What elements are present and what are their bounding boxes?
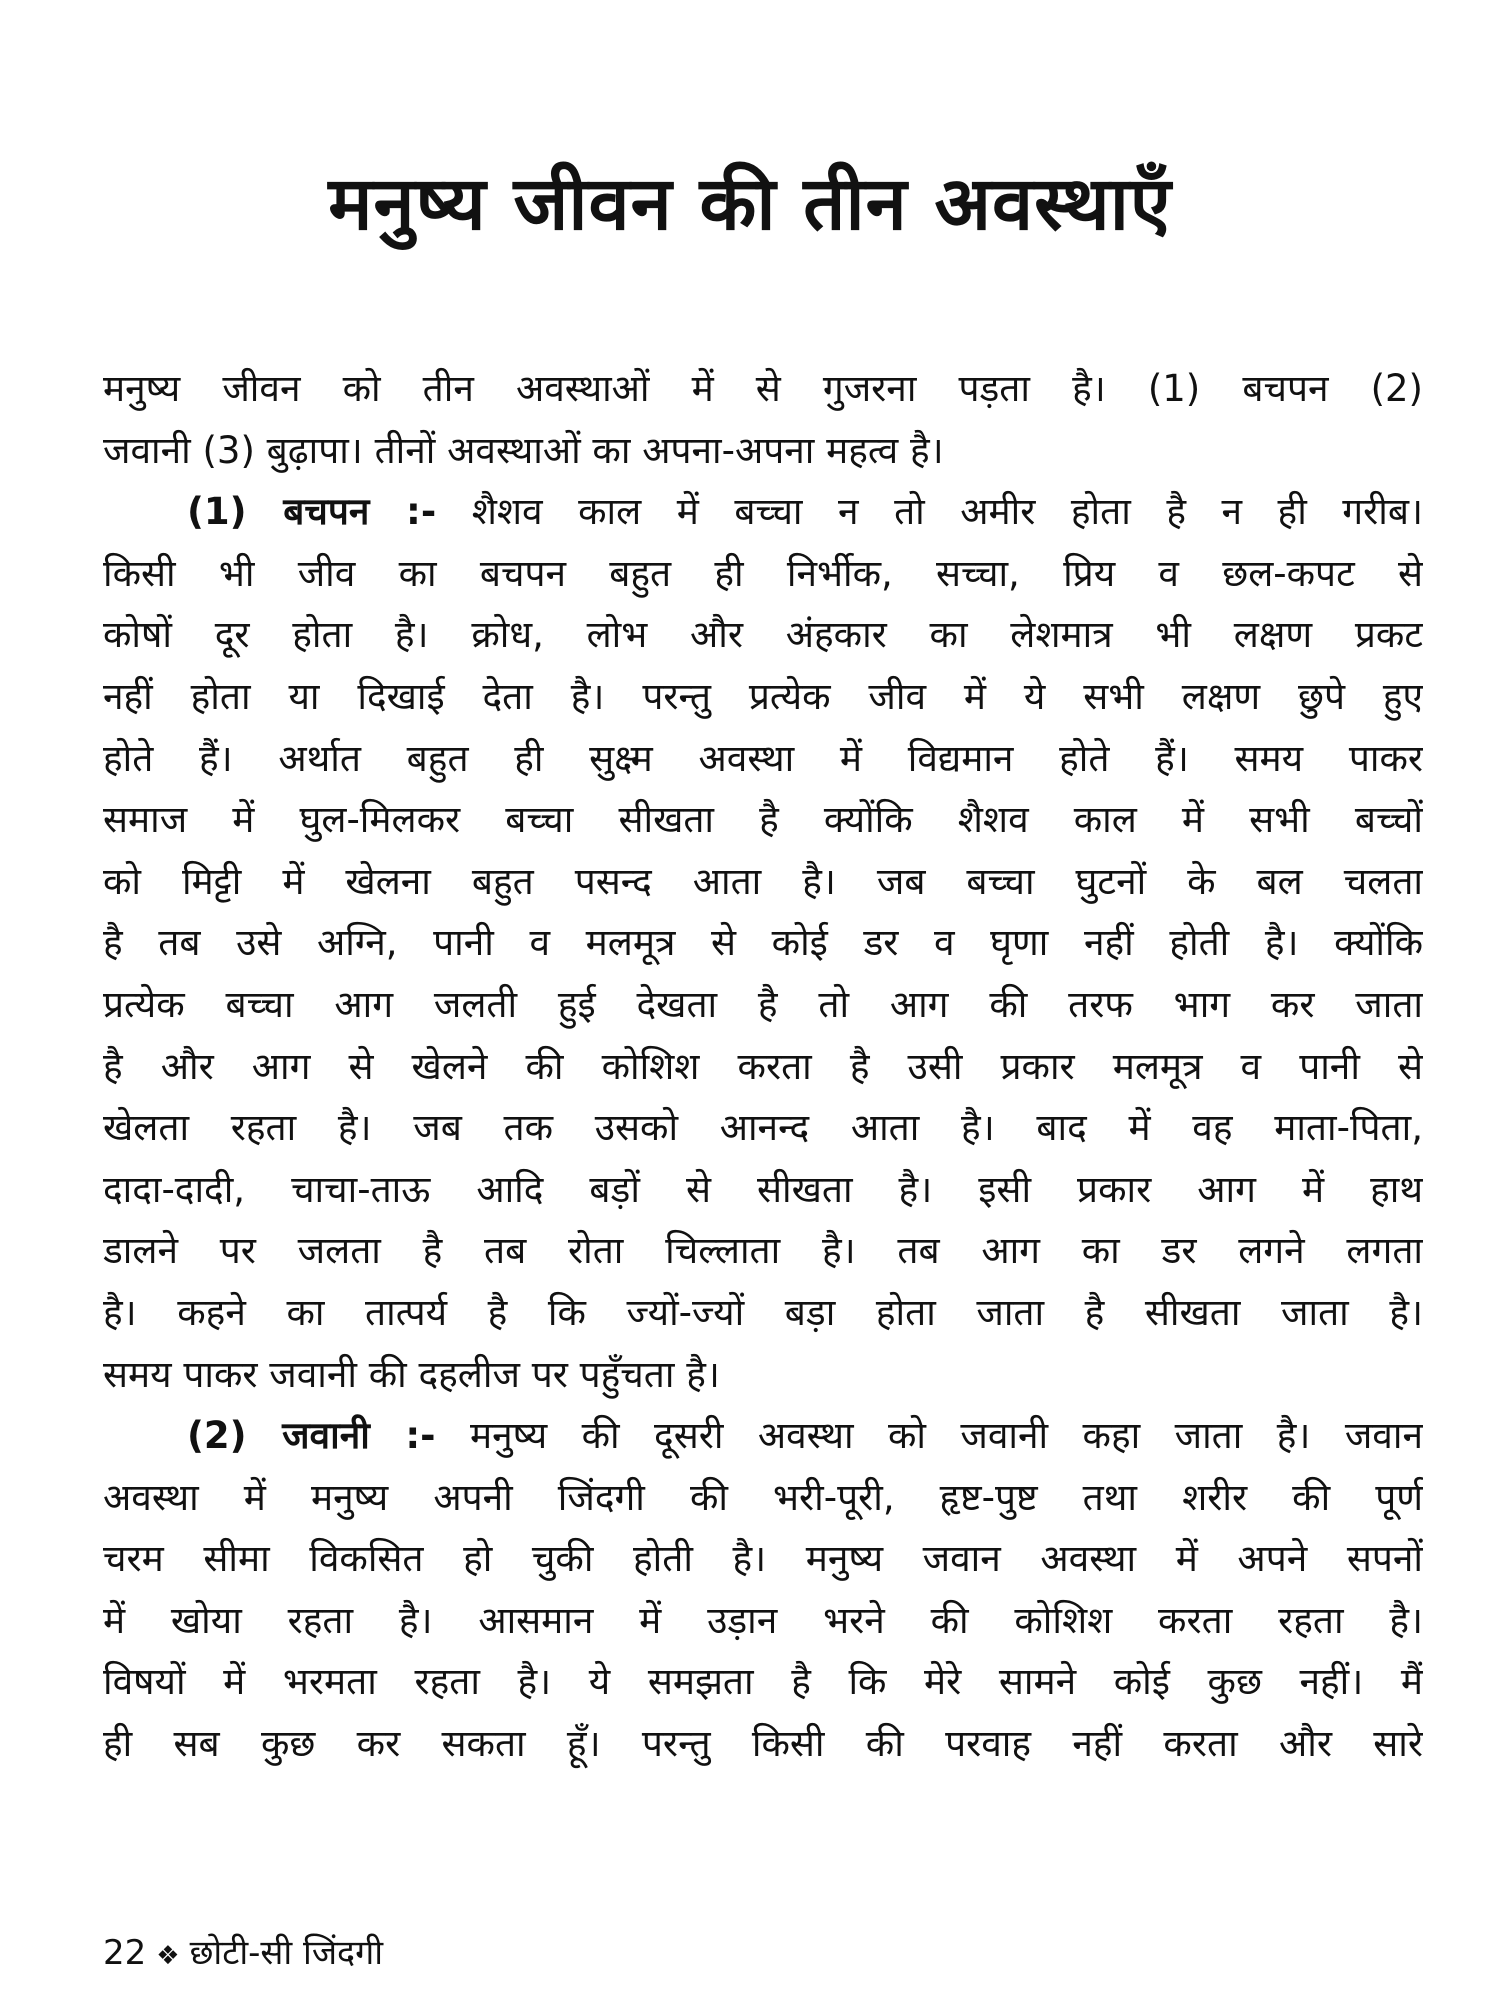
- text-line: होते हैं। अर्थात बहुत ही सुक्ष्म अवस्था में विद्यमान होते हैं। समय पाकर: [103, 736, 1423, 780]
- book-title: छोटी-सी जिंदगी: [189, 1933, 384, 1973]
- page-number: 22: [103, 1933, 147, 1973]
- text-line: समय पाकर जवानी की दहलीज पर पहुँचता है।: [103, 1352, 720, 1396]
- body-text: [103, 358, 1423, 1775]
- text-line: जवानी (3) बुढ़ापा। तीनों अवस्थाओं का अपना-अपना महत्व है।: [103, 428, 944, 472]
- text-line: विषयों में भरमता रहता है। ये समझता है कि मेरे सामने कोई कुछ नहीं। मैं: [103, 1660, 1423, 1704]
- text-line: दादा-दादी, चाचा-ताऊ आदि बड़ों से सीखता है। इसी प्रकार आग में हाथ: [103, 1167, 1423, 1211]
- text-line: अवस्था में मनुष्य अपनी जिंदगी की भरी-पूरी, हृष्ट-पुष्ट तथा शरीर की पूर्ण: [103, 1475, 1423, 1519]
- text-span: मनुष्य की दूसरी अवस्था को जवानी कहा जाता है। जवान: [469, 1414, 1423, 1458]
- text-line: मनुष्य जीवन को तीन अवस्थाओं में से गुजरना पड़ता है। (1) बचपन (2): [103, 367, 1423, 410]
- text-line: ही सब कुछ कर सकता हूँ। परन्तु किसी की परवाह नहीं करता और सारे: [103, 1722, 1423, 1766]
- text-line: खेलता रहता है। जब तक उसको आनन्द आता है। बाद में वह माता-पिता,: [103, 1106, 1423, 1150]
- text-span: शैशव काल में बच्चा न तो अमीर होता है न ही गरीब।: [471, 490, 1423, 534]
- text-line: नहीं होता या दिखाई देता है। परन्तु प्रत्येक जीव में ये सभी लक्षण छुपे हुए: [103, 674, 1423, 718]
- text-line: किसी भी जीव का बचपन बहुत ही निर्भीक, सच्चा, प्रिय व छल-कपट से: [103, 551, 1423, 595]
- page-footer: [103, 1928, 383, 1974]
- section-heading-childhood: (1) बचपन :-: [187, 490, 437, 534]
- text-line: है और आग से खेलने की कोशिश करता है उसी प्रकार मलमूत्र व पानी से: [103, 1044, 1423, 1088]
- text-line: डालने पर जलता है तब रोता चिल्लाता है। तब आग का डर लगने लगता: [103, 1229, 1423, 1273]
- text-line: चरम सीमा विकसित हो चुकी होती है। मनुष्य जवान अवस्था में अपने सपनों: [103, 1537, 1423, 1581]
- text-line: है। कहने का तात्पर्य है कि ज्यों-ज्यों बड़ा होता जाता है सीखता जाता है।: [103, 1290, 1423, 1334]
- text-line: को मिट्टी में खेलना बहुत पसन्द आता है। जब बच्चा घुटनों के बल चलता: [103, 859, 1423, 903]
- text-line: [103, 481, 1423, 543]
- text-line: कोषों दूर होता है। क्रोध, लोभ और अंहकार का लेशमात्र भी लक्षण प्रकट: [103, 613, 1423, 657]
- text-line: है तब उसे अग्नि, पानी व मलमूत्र से कोई डर व घृणा नहीं होती है। क्योंकि: [103, 921, 1423, 965]
- text-line: समाज में घुल-मिलकर बच्चा सीखता है क्योंकि शैशव काल में सभी बच्चों: [103, 798, 1423, 842]
- ornament-icon: ❖: [156, 1941, 180, 1971]
- text-line: [103, 1405, 1423, 1467]
- text-line: में खोया रहता है। आसमान में उड़ान भरने की कोशिश करता रहता है।: [103, 1598, 1423, 1642]
- section-heading-youth: (2) जवानी :-: [187, 1414, 436, 1458]
- page-title: मनुष्य जीवन की तीन अवस्थाएँ: [328, 161, 1172, 247]
- text-line: प्रत्येक बच्चा आग जलती हुई देखता है तो आग की तरफ भाग कर जाता: [103, 982, 1423, 1026]
